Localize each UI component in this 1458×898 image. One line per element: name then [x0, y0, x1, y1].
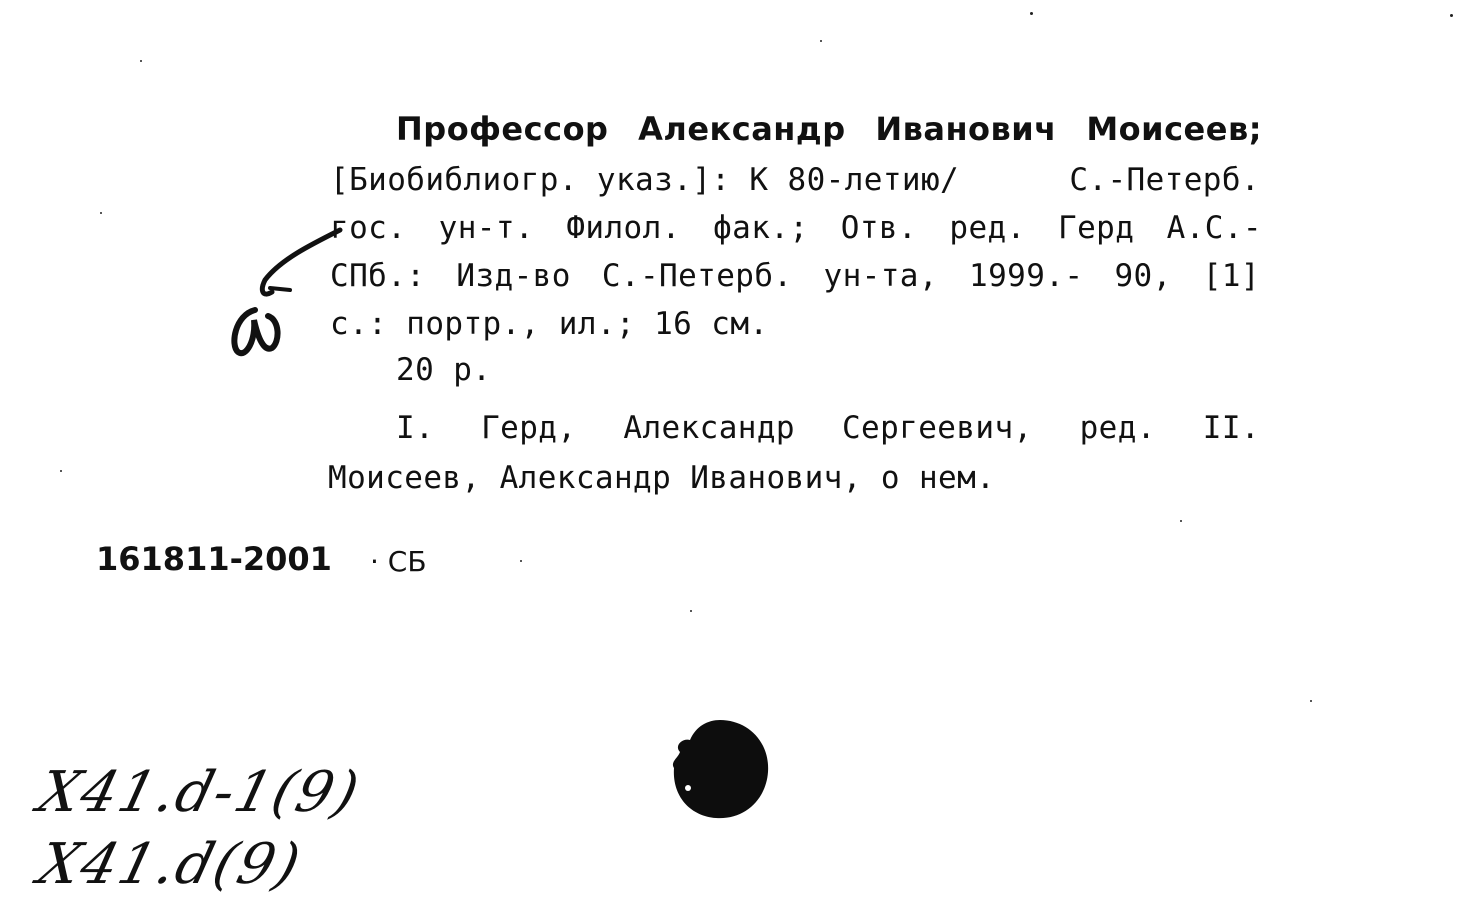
scan-speck	[820, 40, 822, 42]
entry-word: ред.	[1079, 410, 1156, 446]
description-word: С.-Петерб.	[601, 258, 793, 294]
scan-speck	[520, 560, 522, 562]
call-number: 161811-2001	[96, 540, 332, 578]
added-entries-line-1	[396, 410, 1260, 446]
description-word: ун-та,	[823, 258, 938, 294]
added-entries-line-2: Моисеев, Александр Иванович, о нем.	[328, 460, 996, 496]
description-word: 90,	[1114, 258, 1172, 294]
entry-word: Александр	[623, 410, 795, 446]
description-line-2	[330, 162, 1260, 198]
price: 20 р.	[396, 352, 492, 388]
card-title	[396, 110, 1262, 148]
scan-speck	[100, 212, 102, 214]
description-word: ун-т.	[438, 210, 534, 246]
scan-speck	[1450, 14, 1453, 17]
description-word: фак.;	[713, 210, 809, 246]
description-text: [Биобиблиогр. указ.]: К 80-летию/	[330, 162, 960, 198]
description-word: гос.	[330, 210, 407, 246]
description-word: А.С.-	[1166, 210, 1262, 246]
entry-word: Герд,	[481, 410, 577, 446]
description-word: Изд-во	[456, 258, 571, 294]
entry-word: II.	[1202, 410, 1260, 446]
scan-speck	[1180, 520, 1182, 522]
description-word: СПб.:	[330, 258, 426, 294]
scan-speck	[1030, 12, 1033, 15]
description-text: С.-Петерб.	[1069, 162, 1260, 198]
title-word: Александр	[638, 110, 846, 148]
collection-code: · СБ	[370, 545, 427, 578]
scan-speck	[140, 60, 142, 62]
description-word: [1]	[1202, 258, 1260, 294]
entry-word: Сергеевич,	[841, 410, 1033, 446]
scan-speck	[690, 610, 692, 612]
title-word: Моисеев;	[1086, 110, 1262, 148]
description-word: Герд	[1058, 210, 1135, 246]
title-word: Профессор	[396, 110, 609, 148]
description-word: ред.	[949, 210, 1026, 246]
scan-speck	[1310, 700, 1312, 702]
entry-word: I.	[396, 410, 435, 446]
description-word: Отв.	[840, 210, 918, 246]
shelf-mark-1: Х41.d-1(9)	[31, 760, 367, 825]
description-word: 1999.-	[969, 258, 1084, 294]
description-word: Филол.	[566, 210, 681, 246]
shelf-mark-2: Х41.d(9)	[31, 832, 309, 897]
punch-hole-icon	[668, 718, 772, 822]
description-line-4	[330, 258, 1260, 294]
description-line-5: с.: портр., ил.; 16 см.	[330, 306, 769, 342]
description-line-3	[330, 210, 1262, 246]
scan-speck	[60, 470, 62, 472]
title-word: Иванович	[875, 110, 1057, 148]
